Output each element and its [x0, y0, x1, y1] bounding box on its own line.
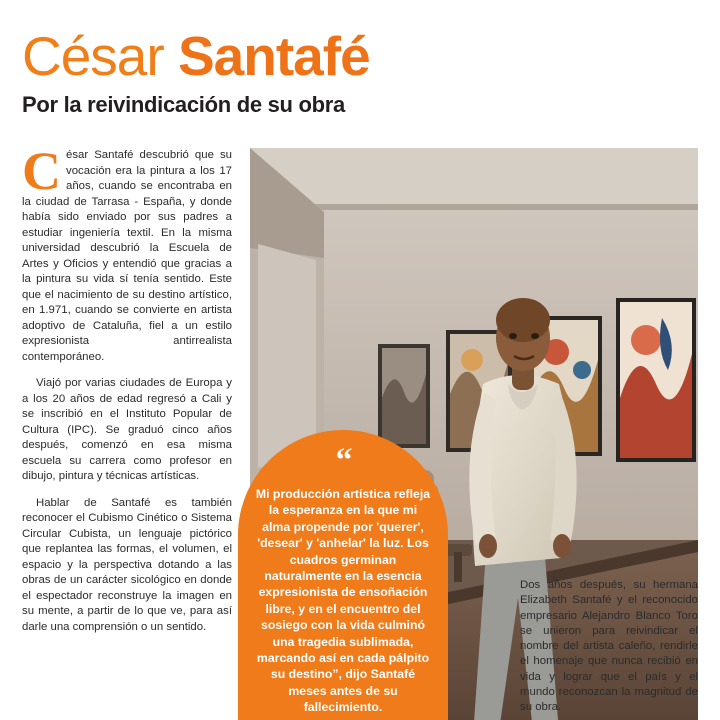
pull-quote-text: Mi producción artística refleja la esperanza en la que mi alma propende por 'querer', 'desear' y 'anhelar' la luz. Los cuadros germinan naturalmente en la esencia expresionista de ensoñación libre, y en el encuentro del sosiego con la vida culminó una tragedia sublimada, marcando así en cada pálpito su destino”, dijo Santafé meses antes de su fallecimiento.: [255, 487, 431, 715]
paragraph-3: Hablar de Santafé es también reconocer el Cubismo Cinético o Sistema Circular Cubista, un lenguaje pictórico que replantea las formas, el volumen, el espacio y la perspectiva dotando a las obras de un carácter sicológico en donde el espectador reconstruye la imagen en su mente, a partir de lo que ve, para así darle una comprensión o un sentido.: [22, 496, 232, 633]
paragraph-1: [22, 141, 232, 365]
paragraph-2: Viajó por varias ciudades de Europa y a los 20 años de edad regresó a Cali y se inscribió en el Instituto Popular de Cultura (IPC). Se graduó cinco años después, comenzó en esa misma escuela su carrera como profesor en dibujo, pintura y técnicas artísticas.: [22, 377, 232, 482]
paragraph-1-text: ésar Santafé descubrió que su vocación era la pintura a los 17 años, cuando se encontraba en la ciudad de Tarrasa - España, y donde había sido enviado por sus padres a estudiar ingeniería textil. En la misma universidad descubrió la Escuela de Artes y Oficios y entendió que gracias a la pintura su vida sí tenía sentido. Este que el nacimiento de su destino artístico, en 1.971, cuando se convierte en artista adoptivo de Cataluña, fiel a un estilo expresionista antirrealista contemporáneo.: [22, 149, 232, 363]
dropcap: C: [22, 141, 61, 201]
title-last-name: Santafé: [178, 25, 370, 87]
quote-mark-icon: “: [335, 442, 351, 479]
paragraph-right: Dos años después, su hermana Elizabeth Santafé y el reconocido empresario Alejandro Blanco Toro se unieron para reivindicar el nombre del artista caleño, rendirle el homenaje que nunca recibió en vida y lograr que el país y el mundo reconozcan la magnitud de su obra.: [520, 579, 698, 714]
article-body-right: [520, 578, 698, 716]
pull-quote: [238, 430, 448, 720]
article-body-left: [22, 141, 232, 646]
title-first-name: César: [22, 25, 178, 87]
page-subtitle: Por la reivindicación de su obra: [22, 92, 345, 117]
page-title: [22, 26, 698, 86]
masthead: [22, 26, 698, 118]
